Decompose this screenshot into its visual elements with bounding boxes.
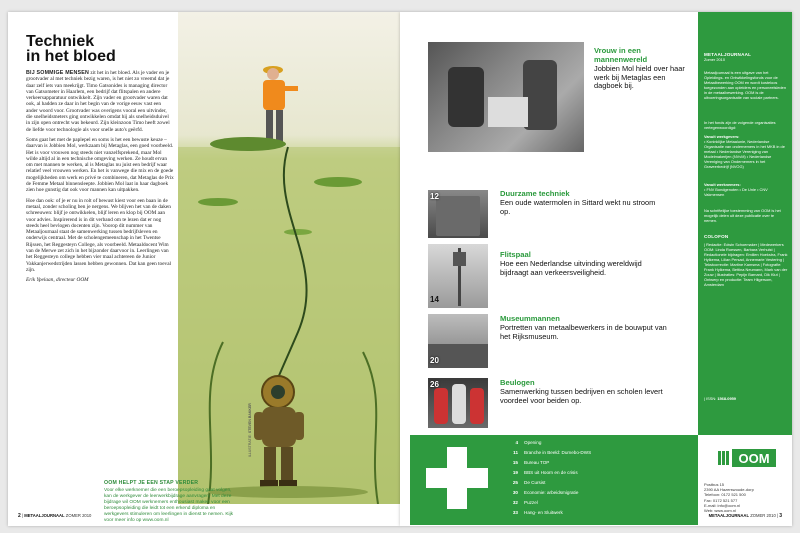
toc-row[interactable]	[502, 440, 541, 445]
signature: Erik Ypelaan, directeur OOM	[26, 277, 89, 284]
feature-page-1: 12	[430, 192, 439, 201]
box-title: OOM HELPT JE EEN STAP VERDER	[104, 480, 199, 486]
feature-body-2: Een oude watermolen in Sittard wekt nu stroom op.	[500, 198, 656, 216]
paragraph-3: Hoe dan ook: of je er nu in rolt of bewust kiest voor een baan in de metaal, zonder scholing ben je nergens. We blijven het van de daken schreeuwen: blijf je ontwikkelen, blijf leren en klop bij OOM aan voor advies. Inspirerend is in dit verband om te lezen dat er nog steeds heel bevlogen docenten zijn. Voorop dit nummer van Metaaljournaal staat de samenwerking tussen bedrijfsleven en onderwijs centraal. Met de scholengemeenschap in het Twentse Rijssen, het Reggesteyn College, als voorbeeld. Metaaldocent Wim van de Merwe zet zich in het bijzonder daarvoor in. Leerlingen van het Reggesteyn college hebben vier maal achtereen de Junior Vakkanjerwedstrijden lassen hebben gewonnen. Dat kan geen toeval zijn.	[26, 197, 172, 273]
toc-entry-title: Economie: arbeidsmigratie	[524, 490, 579, 495]
sidebar-fund: In het fonds zijn de volgende organisaties vertegenwoordigd:	[704, 120, 776, 130]
feature-body-3: Hoe een Nederlandse uitvinding wereldwijd bijdraagt aan verkeersveiligheid.	[500, 259, 642, 277]
toc-page-number: 33	[512, 510, 518, 515]
toc-entry-title: Bureau TOP	[524, 460, 550, 465]
toc-page-number: 15	[512, 460, 518, 465]
paragraph-1: zit het in het bloed. Als je vader en je grootvader al met techniek bezig waren, is het niet zo vreemd dat je daar zelf iets van meekrijgt. Timo Gatsonides is managing director van Gatsometer in Haarlem, een bedrijf dat flitspalen en andere verkeersapparatuur ontwikkelt. Zijn vader en grootvader waren dat ook, al hadden ze daar in het begin van de vorige eeuw vast een ander woord voor. Grootvader was overigens vooral een uitvinder, die snelheidsmeters ging ontwikkelen omdat hij als snelheidsduivel in zijn open ontrecht was bekeurd. Zijn kleinzoon Timo heeft zowel de liefde voor technologie als voor snelle auto's geërfd.	[26, 70, 170, 133]
feature-photo-1	[428, 42, 584, 152]
toc-row[interactable]	[502, 480, 545, 485]
contact-info: Postbus 15 2390 AA Hazerswoude-dorp Telefoon: 0172 521 500 Fax: 0172 521 577 E-mail: info@oom.nl Web: www.oom.nl	[704, 482, 754, 514]
right-folio: METAALJOURNAAL ZOMER 2010 | 3	[708, 513, 782, 519]
toc-page-number: 25	[512, 480, 518, 485]
toc-page-number: 32	[512, 500, 518, 505]
toc-entry-title: BBS uit Hoorn en de crisis	[524, 470, 578, 475]
toc-row[interactable]	[502, 490, 578, 495]
toc-entry-title: Puzzel	[524, 500, 538, 505]
toc-page-number: 11	[513, 450, 518, 455]
left-page	[8, 12, 400, 526]
feature-page-3: 20	[430, 356, 439, 365]
feature-title-2[interactable]: Duurzame techniek	[500, 189, 570, 198]
toc-row[interactable]	[502, 460, 549, 465]
illustration-credit: ILLUSTRATIE: STEVEN BAKKER	[248, 403, 252, 457]
editorial-text	[26, 70, 174, 288]
sidebar-employees: Vanuit werknemers: • FNV Bondgenoten • De Unie • CNV Vakmensen	[704, 182, 768, 197]
toc-row[interactable]	[502, 450, 591, 455]
svg-text:OOM: OOM	[738, 451, 770, 466]
feature-title-5[interactable]: Beulogen	[500, 378, 535, 387]
feature-title-1: Vrouw in een mannenwereld	[594, 46, 648, 64]
toc-page-number: 30	[512, 490, 518, 495]
toc-row[interactable]	[502, 510, 563, 515]
title-line-1: Techniek	[26, 33, 95, 50]
paragraph-2: Soms gaat het met de paplepel en soms is het een bewuste keuze – daarvan is Jobbien Mol, werkzaam bij Metaglas, een goed voorbeeld. Het is voor vrouwen nog steeds niet vanzelfsprekend, maar Mol wilde altijd al in een technische omgeving werken. Ze houdt ervan om met mannen te werken, al is Metaglas nu juist een bedrijf waar relatief veel vrouwen werken. En het is vanwege die mix en de goede mogelijkheden om werk en privé te combineren, dat Metaglas de Prix de Femme Metaal binnensleepte. Jobbien Mol laat in haar dagboek zien hoe gunstig dat ook voor mannen kan uitpakken.	[26, 136, 174, 194]
feature-title-4[interactable]: Museummannen	[500, 314, 560, 323]
sidebar-masthead: METAALJOURNAAL Zomer 2010	[704, 52, 752, 62]
sidebar-note: Na schriftelijke toestemming van OOM is het mogelijk delen uit deze publicatie over te nemen.	[704, 208, 781, 223]
toc-entry-title: De Cursist	[524, 480, 546, 485]
sidebar-employers: Vanuit werkgevers: • Koninklijke Metaalunie, Nederlandse Organisatie van ondernemers in het MKB in de metaal • Nederlandse Vereniging van Modelmakerijen (NVvM) • Nederlandse Vereniging van Ondernemers in het Graveerbedrijf (NVOG)	[704, 134, 785, 169]
toc-entry-title: Opening	[524, 440, 542, 445]
toc-entry-title: Hang- en Sluitwerk	[524, 510, 563, 515]
diver-illustration	[178, 12, 400, 504]
right-page	[400, 12, 792, 526]
oom-info-box	[104, 480, 234, 524]
sidebar-about: Metaaljournaal is een uitgave van het Opleidings- en Ontwikkelingsfonds voor de Metaalbewerking OOM en wordt kosteloos toegezonden aan opleiders en personeelsleden in de metaalbewerking. OOM is de uitvoeringsorganisatie van sociale partners.	[704, 70, 786, 100]
toc-page-number: 4	[515, 440, 518, 445]
toc-entry-title: Branche in Beeld: Dumebo-DWS	[524, 450, 592, 455]
toc-page-number: 19	[512, 470, 518, 475]
left-folio: 2 | METAALJOURNAAL ZOMER 2010	[18, 513, 92, 519]
toc-row[interactable]	[502, 500, 538, 505]
sidebar-issn: | ISSN: 1568-0959	[704, 396, 736, 401]
feature-page-2: 14	[430, 295, 439, 304]
oom-logo-icon	[718, 449, 778, 467]
intro-lead: BIJ SOMMIGE MENSEN	[26, 70, 90, 76]
page-title	[26, 34, 116, 64]
feature-title-3[interactable]: Flitspaal	[500, 250, 531, 259]
sidebar-colofon: COLOFON | Redactie: Edwin Schoemaker | Medewerkers OOM: Linda Roessen, Barbara Verhulst | Redactionele bijdragen: Emilien Hoekstra, Frank Hylkema, Lilian Persad, Annemarie Vestering | Tekstcorrectie: Martine Kamsma | Fotografie: Frank Hylkema, Bettina Neumann, Mark van der Zouw | Illustraties: Pepijn Barnard, Dik Klut | Ontwerp en productie: Team Hilgersom, Amsterdam	[704, 234, 788, 287]
feature-body-4: Portretten van metaalbewerkers in de bouwput van het Rijksmuseum.	[500, 323, 667, 341]
cross-icon	[422, 443, 492, 513]
toc-row[interactable]	[502, 470, 578, 475]
title-line-2: in het bloed	[26, 48, 116, 65]
feature-body-1: Jobbien Mol hield over haar werk bij Metaglas een dagboek bij.	[594, 64, 685, 91]
box-body: Voor elke werknemer die een beroepsopleiding gaat volgen, kan de werkgever de leerwerkbijdrage aanvragen. Met deze bijdrage wil OOM werknemers enthousiast maken voor een beroepsopleiding die leidt tot een erkend diploma en werkgevers stimuleren om leerlingen in dienst te nemen. Kijk voor meer info op www.oom.nl	[104, 488, 234, 523]
feature-body-5: Samenwerking tussen bedrijven en scholen levert voordeel voor beiden op.	[500, 387, 663, 405]
feature-page-4: 26	[430, 380, 439, 389]
